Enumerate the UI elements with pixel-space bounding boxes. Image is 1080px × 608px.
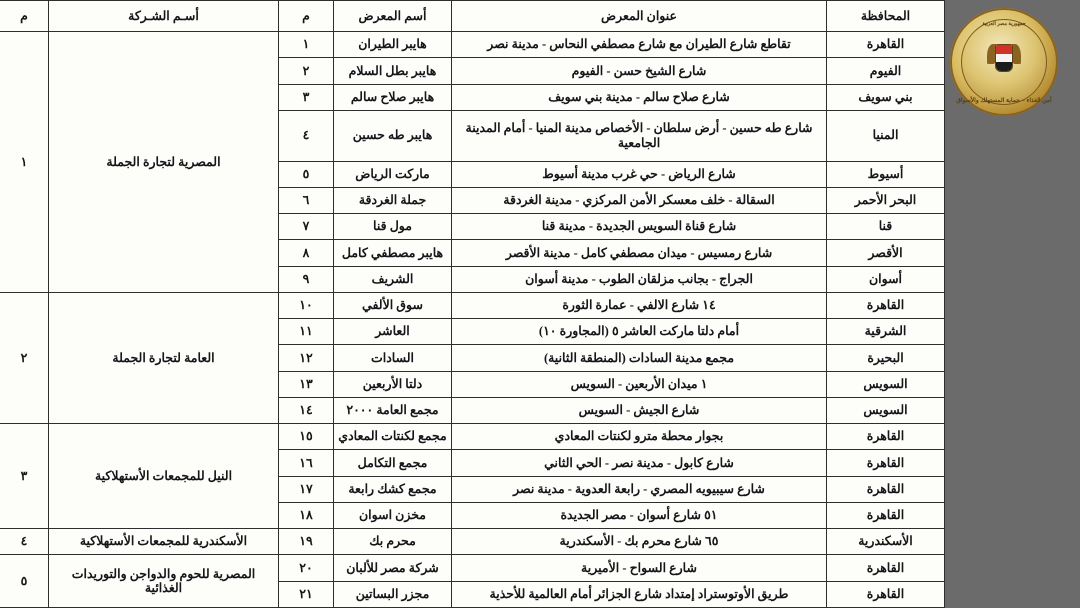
cell-address: ١٤ شارع الالفي - عمارة الثورة <box>452 292 827 318</box>
cell-address: شارع رمسيس - ميدان مصطفي كامل - مدينة الأقصر <box>452 240 827 266</box>
cell-exhibition-name: دلتا الأربعين <box>334 371 452 397</box>
cell-exhibition-name: مجزر البساتين <box>334 581 452 607</box>
cell-row-number: ١٨ <box>279 502 334 528</box>
cell-address: شارع السواح - الأميرية <box>452 555 827 581</box>
cell-governorate: أسوان <box>827 266 945 292</box>
cell-address: شارع الرياض - حي غرب مدينة أسيوط <box>452 161 827 187</box>
emblem-bottom-text: أمن الغذاء – حماية المستهلك والأسواق <box>956 98 1052 105</box>
table-row <box>0 292 945 318</box>
cell-exhibition-name: العاشر <box>334 319 452 345</box>
table-header <box>0 1 945 32</box>
cell-address: مجمع مدينة السادات (المنطقة الثانية) <box>452 345 827 371</box>
table-row <box>0 555 945 581</box>
cell-address: ١ ميدان الأربعين - السويس <box>452 371 827 397</box>
cell-governorate: القاهرة <box>827 32 945 58</box>
cell-governorate: السويس <box>827 397 945 423</box>
cell-exhibition-name: الشريف <box>334 266 452 292</box>
cell-address: تقاطع شارع الطيران مع شارع مصطفي النحاس - مدينة نصر <box>452 32 827 58</box>
cell-row-number: ١ <box>279 32 334 58</box>
cell-governorate: القاهرة <box>827 292 945 318</box>
table-body <box>0 32 945 608</box>
header-governorate: المحافظة <box>827 1 945 32</box>
cell-row-number: ٥ <box>279 161 334 187</box>
cell-row-number: ٣ <box>279 84 334 110</box>
cell-address: شارع صلاح سالم - مدينة بني سويف <box>452 84 827 110</box>
cell-row-number: ٩ <box>279 266 334 292</box>
cell-governorate: بني سويف <box>827 84 945 110</box>
cell-company-name: الأسكندرية للمجمعات الأستهلاكية <box>49 529 279 555</box>
cell-address: السقالة - خلف معسكر الأمن المركزي - مدينة الغردقة <box>452 187 827 213</box>
cell-row-number: ١٣ <box>279 371 334 397</box>
cell-address: شارع سيبيويه المصري - رابعة العدوية - مدينة نصر <box>452 476 827 502</box>
cell-exhibition-name: جملة الغردقة <box>334 187 452 213</box>
cell-exhibition-name: هايبر الطيران <box>334 32 452 58</box>
table-row <box>0 32 945 58</box>
table-row <box>0 424 945 450</box>
cell-company-id: ٢ <box>0 292 49 423</box>
cell-row-number: ٧ <box>279 214 334 240</box>
cell-row-number: ٢٠ <box>279 555 334 581</box>
cell-exhibition-name: مجمع كشك رابعة <box>334 476 452 502</box>
eagle-icon <box>987 38 1021 80</box>
cell-row-number: ٦ <box>279 187 334 213</box>
cell-governorate: البحيرة <box>827 345 945 371</box>
cell-row-number: ١٠ <box>279 292 334 318</box>
cell-exhibition-name: مخزن اسوان <box>334 502 452 528</box>
cell-exhibition-name: سوق الألفي <box>334 292 452 318</box>
cell-exhibition-name: السادات <box>334 345 452 371</box>
cell-governorate: البحر الأحمر <box>827 187 945 213</box>
cell-row-number: ٨ <box>279 240 334 266</box>
cell-governorate: القاهرة <box>827 502 945 528</box>
cell-company-id: ٤ <box>0 529 49 555</box>
cell-address: شارع الشيخ حسن - الفيوم <box>452 58 827 84</box>
header-id: م <box>0 1 49 32</box>
cell-company-name: العامة لتجارة الجملة <box>49 292 279 423</box>
cell-exhibition-name: ماركت الرياض <box>334 161 452 187</box>
cell-row-number: ٢ <box>279 58 334 84</box>
cell-governorate: أسيوط <box>827 161 945 187</box>
cell-address: ٦٥ شارع محرم بك - الأسكندرية <box>452 529 827 555</box>
cell-company-name: النيل للمجمعات الأستهلاكية <box>49 424 279 529</box>
cell-address: ٥١ شارع أسوان - مصر الجديدة <box>452 502 827 528</box>
cell-exhibition-name: هايبر مصطفي كامل <box>334 240 452 266</box>
cell-company-id: ١ <box>0 32 49 293</box>
header-number: م <box>279 1 334 32</box>
cell-address: شارع الجيش - السويس <box>452 397 827 423</box>
cell-governorate: الشرقية <box>827 319 945 345</box>
cell-governorate: القاهرة <box>827 476 945 502</box>
cell-company-id: ٥ <box>0 555 49 608</box>
header-company: أسـم الشـركة <box>49 1 279 32</box>
cell-address: أمام دلتا ماركت العاشر ٥ (المجاورة ١٠) <box>452 319 827 345</box>
cell-exhibition-name: محرم بك <box>334 529 452 555</box>
cell-row-number: ١٤ <box>279 397 334 423</box>
cell-governorate: القاهرة <box>827 555 945 581</box>
cell-row-number: ١٦ <box>279 450 334 476</box>
cell-row-number: ١٧ <box>279 476 334 502</box>
cell-governorate: القاهرة <box>827 424 945 450</box>
cell-company-name: المصرية للحوم والدواجن والتوريدات الغذائية <box>49 555 279 608</box>
table-header-row <box>0 1 945 32</box>
cell-exhibition-name: مول قنا <box>334 214 452 240</box>
table-row <box>0 529 945 555</box>
header-exhibition: أسم المعرض <box>334 1 452 32</box>
cell-exhibition-name: مجمع التكامل <box>334 450 452 476</box>
cell-address: بجوار محطة مترو لكنتات المعادي <box>452 424 827 450</box>
cell-governorate: الفيوم <box>827 58 945 84</box>
cell-governorate: المنيا <box>827 110 945 161</box>
cell-company-name: المصرية لتجارة الجملة <box>49 32 279 293</box>
cell-governorate: الأقصر <box>827 240 945 266</box>
cell-address: شارع قناة السويس الجديدة - مدينة قنا <box>452 214 827 240</box>
cell-row-number: ٤ <box>279 110 334 161</box>
cell-row-number: ١٥ <box>279 424 334 450</box>
cell-address: طريق الأوتوستراد إمتداد شارع الجزائر أمام العالمية للأحذية <box>452 581 827 607</box>
cell-governorate: السويس <box>827 371 945 397</box>
cell-address: شارع طه حسين - أرض سلطان - الأخصاص مدينة المنيا - أمام المدينة الجامعية <box>452 110 827 161</box>
cell-address: شارع كابول - مدينة نصر - الحي الثاني <box>452 450 827 476</box>
cell-exhibition-name: هايبر صلاح سالم <box>334 84 452 110</box>
cell-governorate: الأسكندرية <box>827 529 945 555</box>
cell-exhibition-name: مجمع العامة ٢٠٠٠ <box>334 397 452 423</box>
cell-company-id: ٣ <box>0 424 49 529</box>
cell-exhibition-name: شركة مصر للألبان <box>334 555 452 581</box>
eagle-shield-flag <box>995 44 1013 72</box>
cell-row-number: ٢١ <box>279 581 334 607</box>
cell-exhibition-name: مجمع لكنتات المعادي <box>334 424 452 450</box>
cell-exhibition-name: هايبر بطل السلام <box>334 58 452 84</box>
header-address: عنوان المعرض <box>452 1 827 32</box>
cell-governorate: قنا <box>827 214 945 240</box>
emblem-top-text: جمهورية مصر العربية <box>982 21 1026 27</box>
cell-row-number: ١٩ <box>279 529 334 555</box>
cell-exhibition-name: هايبر طه حسين <box>334 110 452 161</box>
cell-address: الجراج - بجانب مزلقان الطوب - مدينة أسوان <box>452 266 827 292</box>
national-emblem <box>950 8 1058 116</box>
cell-governorate: القاهرة <box>827 581 945 607</box>
cell-governorate: القاهرة <box>827 450 945 476</box>
cell-row-number: ١٢ <box>279 345 334 371</box>
cell-row-number: ١١ <box>279 319 334 345</box>
